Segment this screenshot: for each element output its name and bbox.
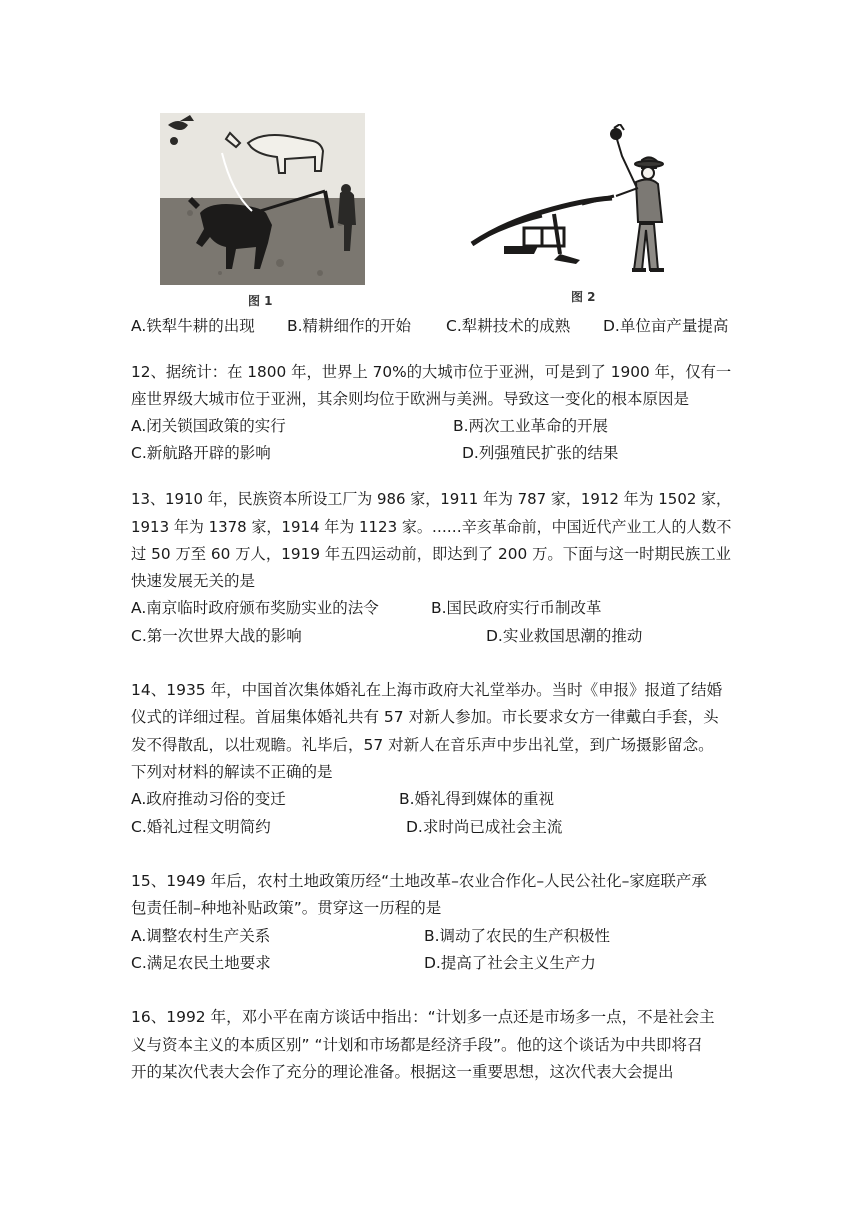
q16-stem-line-3: 开的某次代表大会作了充分的理论准备。根据这一重要思想，这次代表大会提出 [131,1063,674,1081]
q14-option-a[interactable]: A.政府推动习俗的变迁 [131,790,286,808]
q16-stem-line-2: 义与资本主义的本质区别” “计划和市场都是经济手段”。他的这个谈话为中共即将召 [131,1036,703,1054]
q14-option-b[interactable]: B.婚礼得到媒体的重视 [399,790,555,808]
q12-option-a[interactable]: A.闭关锁国政策的实行 [131,417,286,435]
q11-option-c[interactable]: C.犁耕技术的成熟 [446,317,571,335]
q15-option-d[interactable]: D.提高了社会主义生产力 [424,954,596,972]
q15-option-b[interactable]: B.调动了农民的生产积极性 [424,927,611,945]
q14-stem-line-3: 发不得散乱，以壮观瞻。礼毕后，57 对新人在音乐声中步出礼堂，到广场摄影留念。 [131,736,714,754]
figure-2-caption: 图 2 [571,290,596,304]
q13-stem-line-1: 13、1910 年，民族资本所设工厂为 986 家，1911 年为 787 家，1912 年为 1502 家， [131,490,732,508]
q13-option-a[interactable]: A.南京临时政府颁布奖励实业的法令 [131,599,379,617]
figure-2-plowman-drawing [464,124,674,286]
q13-stem-line-2: 1913 年为 1378 家，1914 年为 1123 家。……辛亥革命前，中国近代产业工人的人数不 [131,518,732,536]
q14-option-c[interactable]: C.婚礼过程文明简约 [131,818,271,836]
figure-1-caption: 图 1 [248,294,273,308]
q13-stem-line-3: 过 50 万至 60 万人，1919 年五四运动前，即达到了 200 万。下面与这一时期民族工业 [131,545,731,563]
figure-1-ox-plowing-relief [160,113,365,285]
q16-stem-line-1: 16、1992 年，邓小平在南方谈话中指出：“计划多一点还是市场多一点，不是社会主 [131,1008,715,1026]
q15-stem-line-1: 15、1949 年后，农村土地政策历经“土地改革–农业合作化–人民公社化–家庭联产承 [131,872,707,890]
q14-stem-line-1: 14、1935 年，中国首次集体婚礼在上海市政府大礼堂举办。当时《申报》报道了结婚 [131,681,723,699]
q11-option-d[interactable]: D.单位亩产量提高 [603,317,729,335]
q13-option-c[interactable]: C.第一次世界大战的影响 [131,627,302,645]
q11-option-b[interactable]: B.精耕细作的开始 [287,317,412,335]
q15-option-a[interactable]: A.调整农村生产关系 [131,927,271,945]
q14-stem-line-4: 下列对材料的解读不正确的是 [131,763,333,781]
q11-option-a[interactable]: A.铁犁牛耕的出现 [131,317,255,335]
q15-stem-line-2: 包责任制–种地补贴政策”。贯穿这一历程的是 [131,899,442,917]
q12-stem-line-1: 12、据统计：在 1800 年，世界上 70%的大城市位于亚洲，可是到了 1900 年，仅有一 [131,363,732,381]
q13-option-d[interactable]: D.实业救国思潮的推动 [486,627,643,645]
q12-option-b[interactable]: B.两次工业革命的开展 [453,417,609,435]
q14-stem-line-2: 仪式的详细过程。首届集体婚礼共有 57 对新人参加。市长要求女方一律戴白手套，头 [131,708,719,726]
plowman-plow-image [464,124,674,286]
q12-option-c[interactable]: C.新航路开辟的影响 [131,444,271,462]
ox-plow-relief-image [160,113,365,285]
q15-option-c[interactable]: C.满足农民土地要求 [131,954,271,972]
q12-stem-line-2: 座世界级大城市位于亚洲，其余则均位于欧洲与美洲。导致这一变化的根本原因是 [131,390,690,408]
q12-option-d[interactable]: D.列强殖民扩张的结果 [462,444,619,462]
q14-option-d[interactable]: D.求时尚已成社会主流 [406,818,563,836]
q13-stem-line-4: 快速发展无关的是 [131,572,256,590]
q13-option-b[interactable]: B.国民政府实行币制改革 [431,599,602,617]
